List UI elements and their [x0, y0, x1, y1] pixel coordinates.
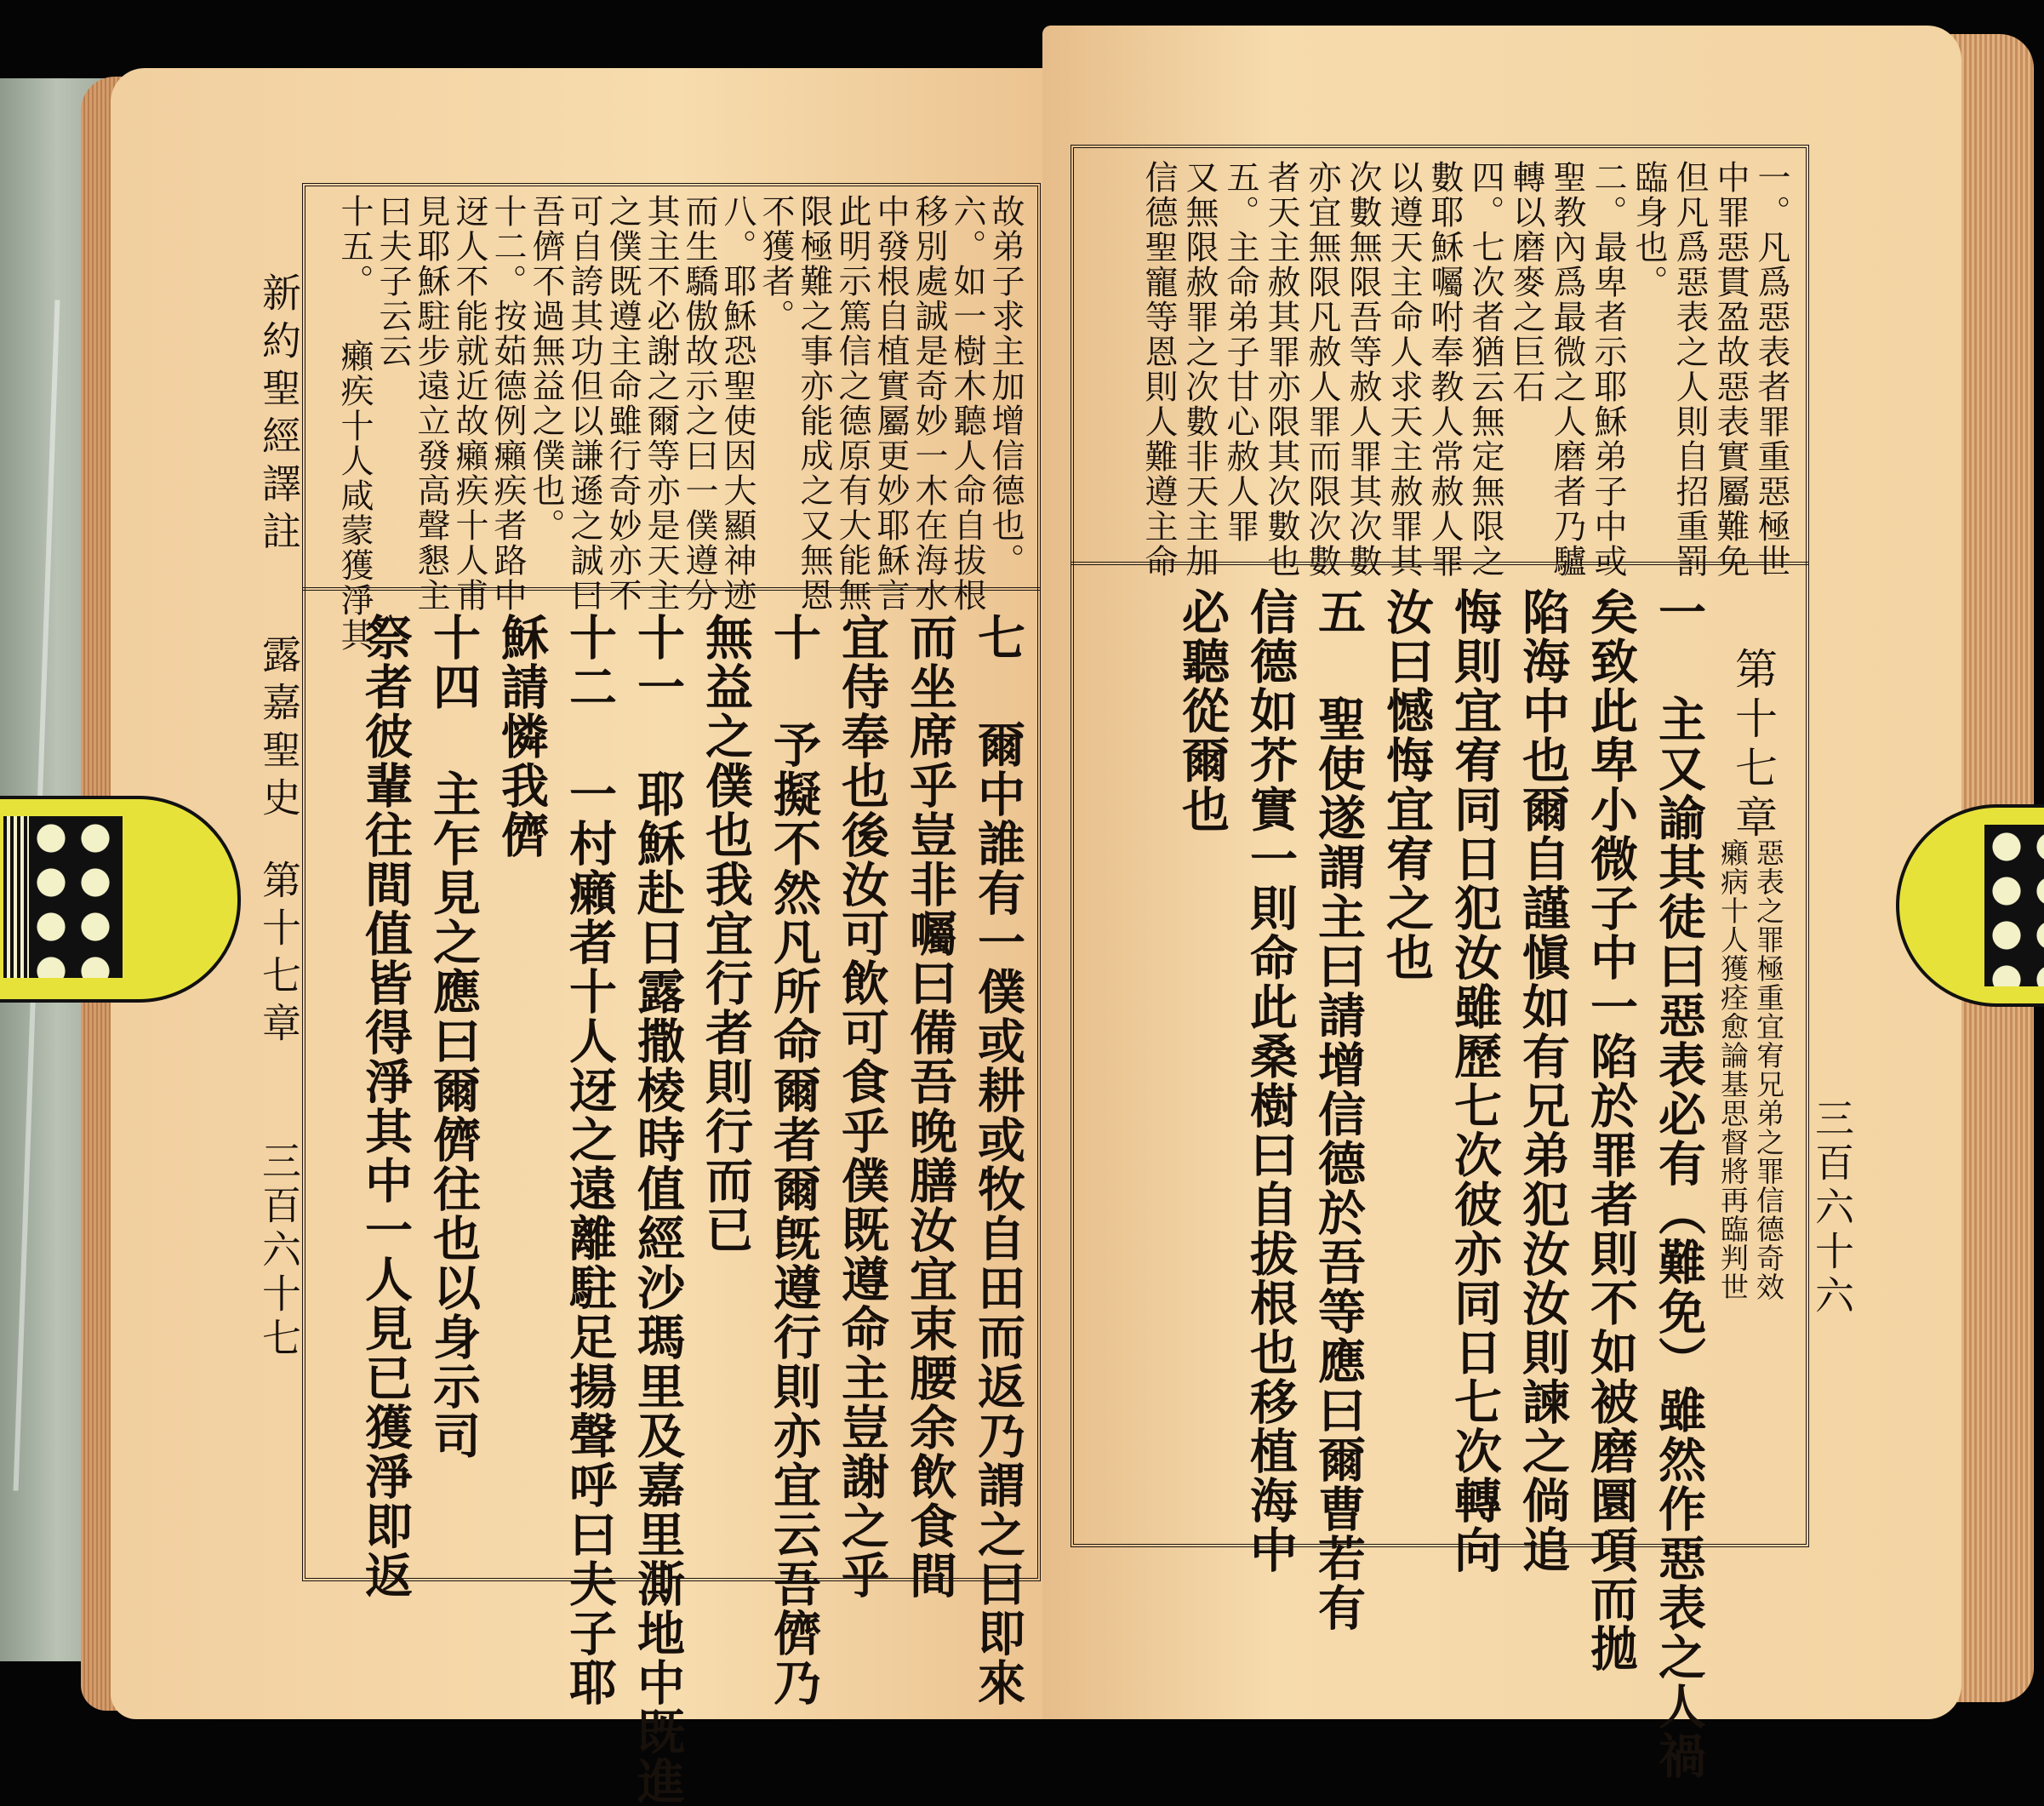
clip-polka-dots: [1984, 825, 2044, 986]
left-running-head-title: 新約聖經譯註: [256, 272, 302, 558]
left-book-clip: [0, 796, 241, 1003]
left-note-column-10: 其主不必謝之爾等亦是天主: [642, 194, 680, 613]
left-running-head-chapter: 第十七章: [256, 860, 302, 1050]
right-note-column-10: 以遵天主命人求天主赦罪其: [1385, 160, 1423, 579]
clip-stripes: [3, 816, 29, 978]
left-text-column-10: 祭者彼輩往間值皆得淨其中一人見已獲淨即返: [357, 613, 414, 1600]
right-note-column-15: 又無限赦罪之次數非天主加: [1180, 160, 1219, 579]
right-note-column-1: 一。凡爲惡表者罪重惡極世: [1752, 160, 1790, 579]
right-note-column-13: 者天主赦其罪亦限其次數也: [1262, 160, 1300, 579]
right-text-column-1: 一 主又諭其徒曰惡表必有（難免）雖然作惡表之人禍: [1651, 587, 1707, 1780]
right-note-column-12: 亦宜無限凡赦人罪而限次數: [1303, 160, 1341, 579]
right-note-column-3: 但凡爲惡表之人則自招重罰: [1670, 160, 1709, 579]
left-note-column-2: 六。如一樹木聽人命自拔根: [948, 194, 986, 613]
right-note-column-2: 中罪惡貫盈故惡表實屬難免: [1711, 160, 1750, 579]
left-text-column-1: 七 爾中誰有一僕或耕或牧自田而返乃謂之曰即來: [970, 613, 1026, 1707]
left-text-column-2: 而坐席乎豈非囑曰備吾晚膳汝宜束腰余飲食間: [902, 613, 958, 1600]
right-note-column-14: 五。主命弟子甘心赦人罪: [1221, 160, 1259, 544]
right-text-column-7: 信德如芥實一則命此桑樹曰自拔根也移植海中: [1242, 587, 1299, 1575]
right-note-column-5: 二。最卑者示耶穌弟子中或: [1589, 160, 1627, 579]
left-note-column-8: 八。耶穌恐聖使因大顯神迹: [718, 194, 757, 613]
left-note-column-17: 曰夫子云云: [374, 194, 412, 369]
chapter-heading: 第十七章: [1728, 647, 1778, 844]
right-note-column-4: 臨身也。: [1630, 160, 1668, 300]
right-note-column-6: 聖教內爲最微之人磨者乃驢: [1548, 160, 1586, 579]
left-text-column-3: 宜侍奉也後汝可飲可食乎僕既遵命主豈謝之乎: [834, 613, 890, 1600]
right-text-column-2: 矣致此卑小微子中一陷於罪者則不如被磨圜項而拋: [1583, 587, 1639, 1673]
right-note-column-7: 轉以磨麥之巨石: [1507, 160, 1545, 404]
left-text-column-9: 十四 主乍見之應曰爾儕往也以身示司: [425, 613, 482, 1460]
left-note-column-13: 吾儕不過無益之僕也。: [527, 194, 565, 543]
left-note-column-16: 見耶穌駐步遠立發高聲懇主: [412, 194, 450, 613]
right-note-column-8: 四。七次者猶云無定無限之: [1466, 160, 1504, 579]
left-note-column-6: 限極難之事亦能成之又無恩: [795, 194, 833, 613]
right-note-column-16: 信德聖寵等恩則人難遵主命: [1139, 160, 1178, 579]
left-note-column-18: 十五。 癩疾十人咸蒙獲淨其: [335, 194, 374, 653]
left-note-column-9: 而生驕傲故示之曰一僕遵分: [680, 194, 718, 613]
right-note-column-11: 次數無限吾等赦人罪其次數: [1344, 160, 1382, 579]
right-note-column-9: 數耶穌囑咐奉教人常赦人罪: [1425, 160, 1464, 579]
right-text-column-5: 汝曰憾悔宜宥之也: [1379, 587, 1435, 982]
left-note-column-4: 中發根自植實屬更妙耶穌言: [871, 194, 910, 613]
right-page-number: 三百六十六: [1809, 1098, 1855, 1319]
clip-polka-dots: [29, 816, 123, 978]
left-page-number: 三百六十七: [256, 1140, 302, 1362]
right-text-column-4: 悔則宜宥同日犯汝雖歷七次彼亦同日七次轉向: [1447, 587, 1503, 1575]
left-note-column-12: 可自誇其功但以謙遜之誠曰: [565, 194, 603, 613]
left-note-column-1: 故弟子求主加增信德也。: [986, 194, 1025, 578]
left-text-column-5: 無益之僕也我宜行者則行而已: [698, 613, 754, 1254]
right-text-column-8: 必聽從爾也: [1174, 587, 1230, 834]
chapter-summary-line-2: 癩病十人獲痊愈論基思督將再臨判世: [1716, 838, 1750, 1301]
left-running-head-gospel: 露嘉聖史: [256, 634, 302, 825]
left-note-column-3: 移別處誠是奇妙一木在海水: [910, 194, 948, 613]
left-note-column-5: 此明示篤信之德原有大能無: [833, 194, 871, 613]
right-text-column-6: 五 聖使遂謂主曰請增信德於吾等應曰爾曹若有: [1310, 587, 1367, 1632]
left-text-column-8: 穌請憐我儕: [494, 613, 550, 860]
left-note-column-11: 之僕既遵主命雖行奇妙亦不: [603, 194, 642, 613]
left-text-column-4: 十 予擬不然凡所命爾者爾旣遵行則亦宜云吾儕乃: [766, 613, 822, 1707]
right-text-column-3: 陷海中也爾自謹愼如有兄弟犯汝汝則諫之倘追: [1515, 587, 1571, 1575]
left-note-column-7: 不獲者。: [757, 194, 795, 334]
left-text-column-7: 十二 一村癩者十人迓之遠離駐足揚聲呼曰夫子耶: [562, 613, 618, 1707]
left-note-column-15: 迓人不能就近故癩疾十人甫: [450, 194, 488, 613]
chapter-summary-line-1: 惡表之罪極重宜宥兄弟之罪信德奇效: [1752, 838, 1785, 1301]
left-note-column-14: 十二。按茹德例癩疾者路中: [488, 194, 527, 613]
left-text-column-6: 十一 耶穌赴日露撒棱時值經沙瑪里及嘉里澌地中既進: [630, 613, 686, 1806]
